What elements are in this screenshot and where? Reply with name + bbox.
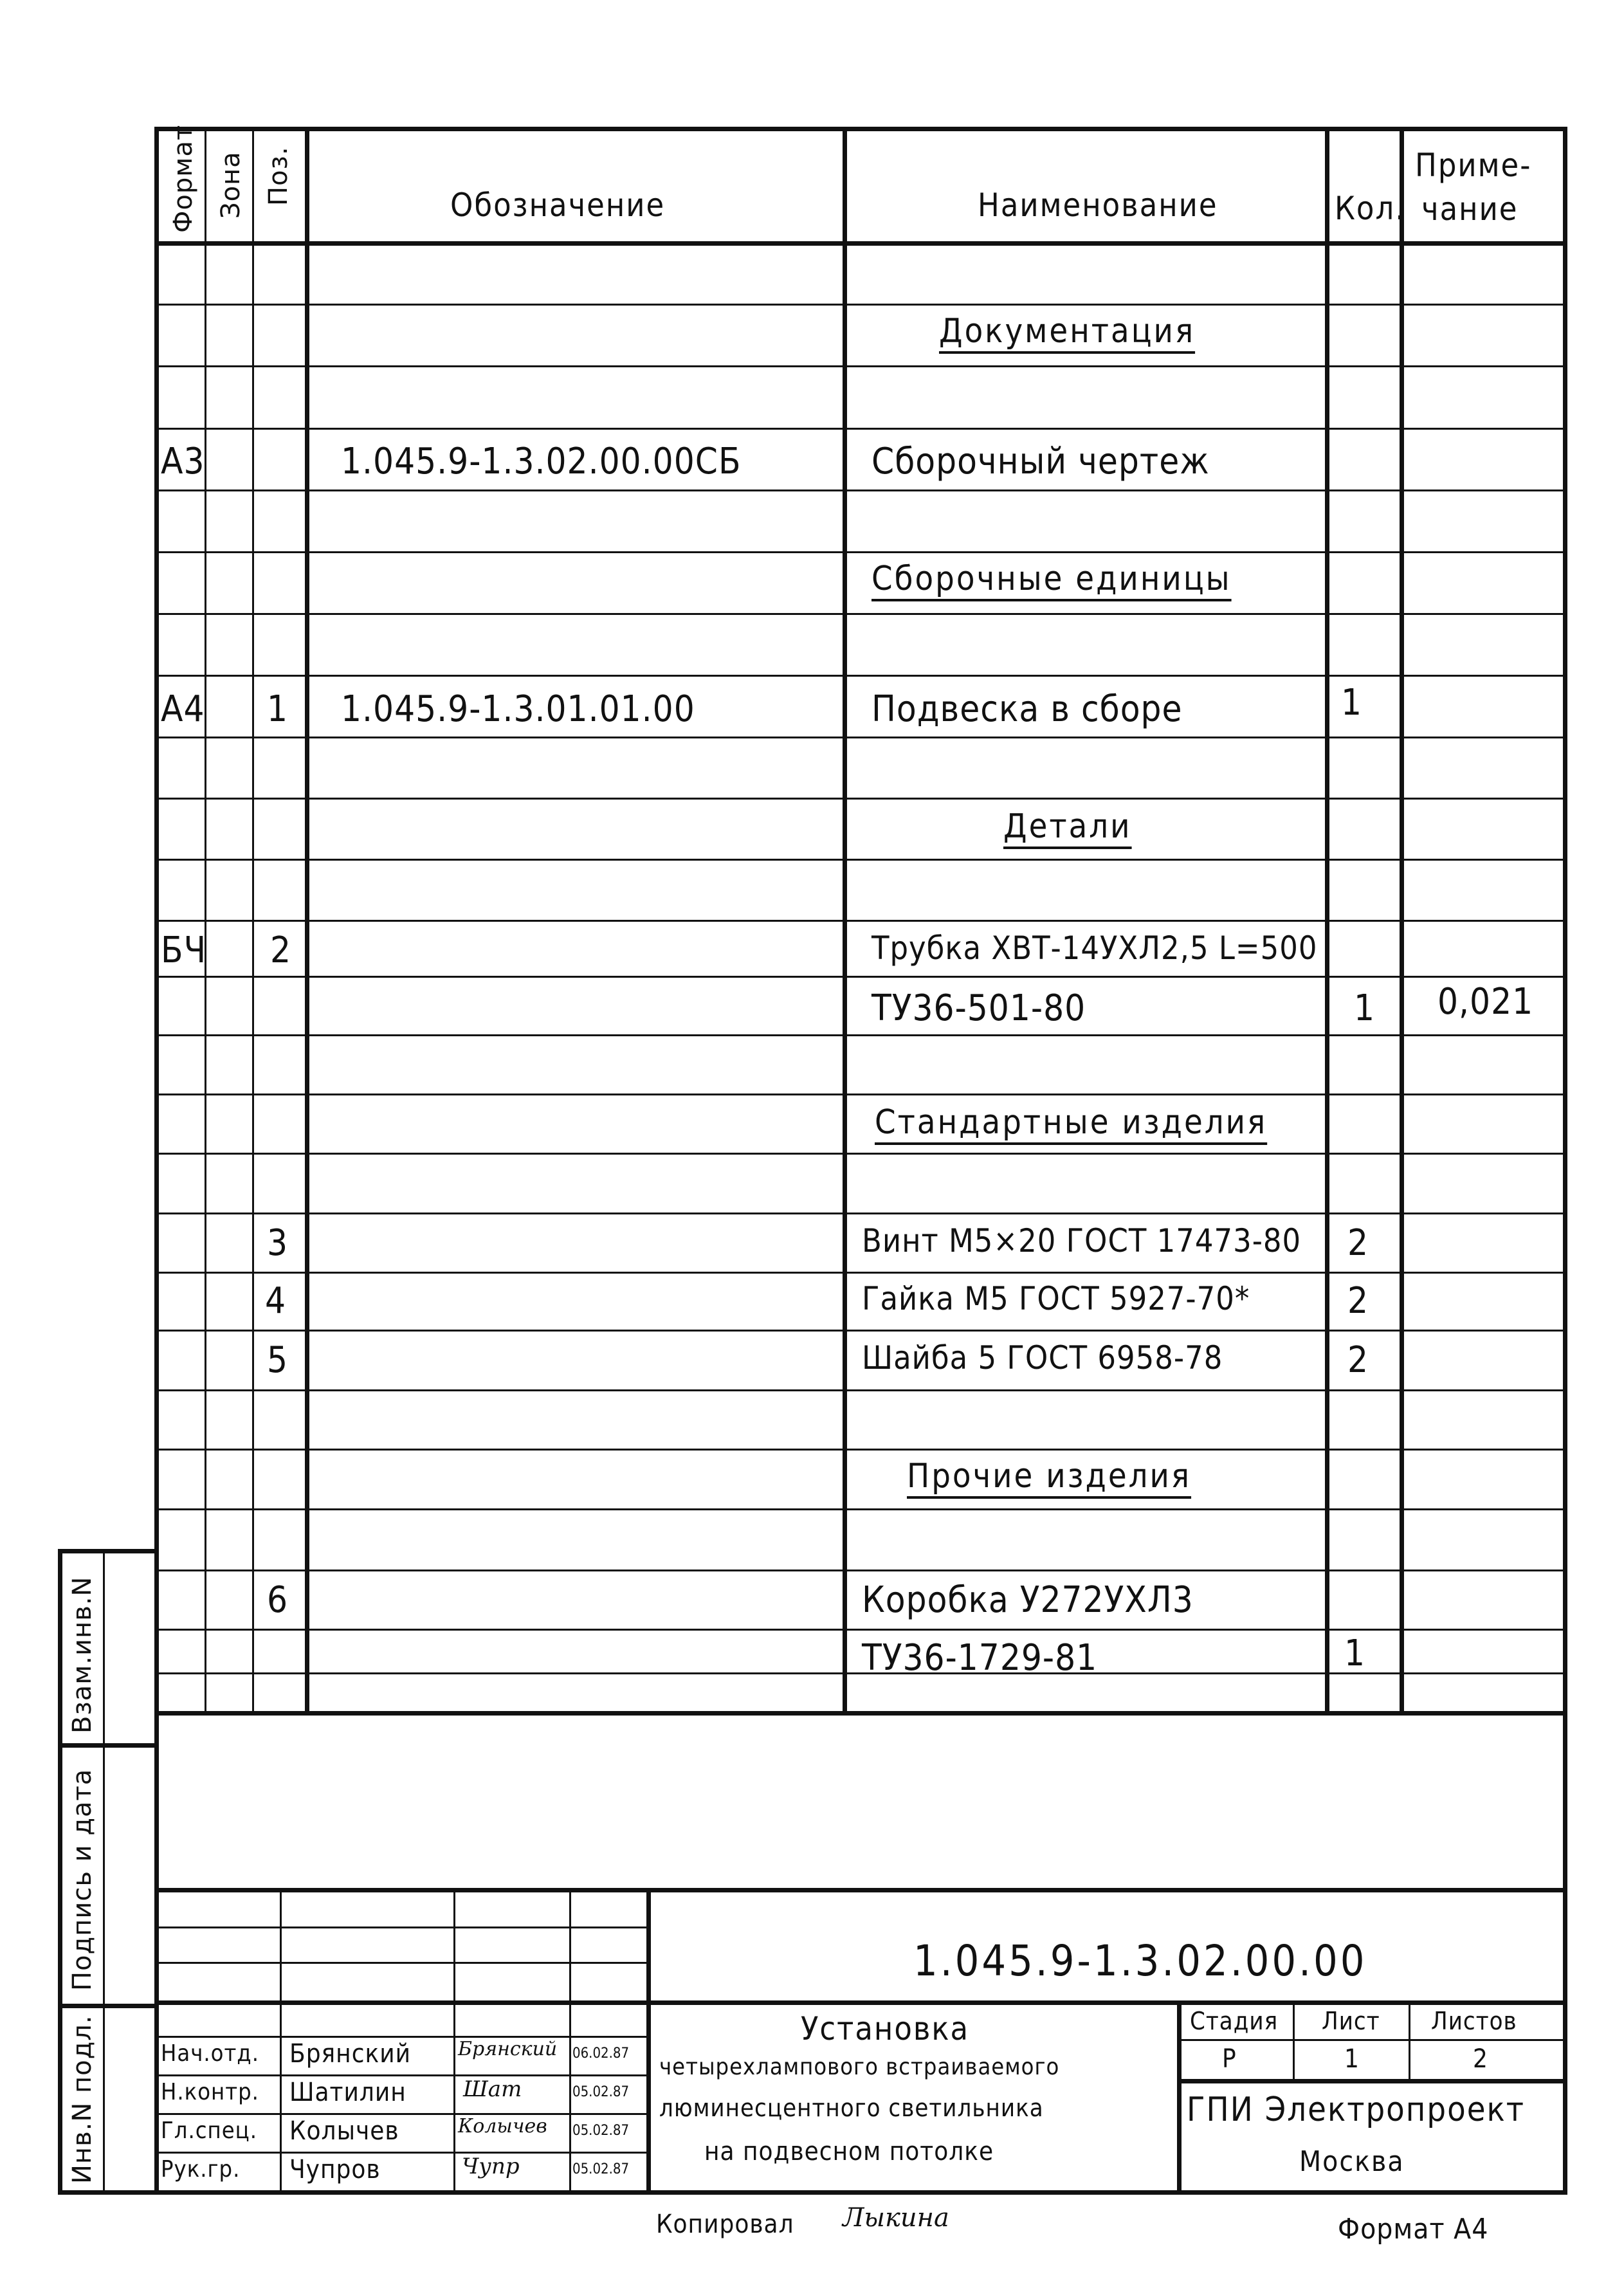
stamp-stage-line [1177,2039,1563,2041]
row-line [159,798,1563,800]
row4-pos: 3 [267,1222,289,1264]
title-line-3: люминесцентного светильника [659,2094,1044,2122]
sheet-value: 1 [1344,2044,1360,2074]
date-2: 05.02.87 [572,2084,630,2100]
frame-top [159,127,1567,131]
row-line [159,1570,1563,1571]
role-2: Н.контр. [161,2079,259,2105]
title-line-1: Установка [801,2010,970,2047]
side-strip-divider [103,1549,105,2192]
row1-name: Сборочный чертеж [871,441,1210,482]
row-line [159,675,1563,677]
row-line [159,428,1563,430]
stamp-stage-col [1177,2000,1182,2190]
role-1: Нач.отд. [161,2040,259,2067]
stage-value: Р [1222,2044,1237,2074]
section-standard-items: Стандартные изделия [875,1103,1268,1142]
row6-name: Шайба 5 ГОСТ 6958-78 [862,1339,1223,1377]
stage-label: Стадия [1190,2007,1279,2035]
title-line-2: четырехлампового встраиваемого [659,2054,1060,2080]
row3b-name: ТУ36-501-80 [871,987,1086,1029]
row2-format: А4 [161,688,205,730]
side-sign-date: Подпись и дата [68,1768,97,1991]
row-line [159,365,1563,367]
row3-name: Трубка ХВТ-14УХЛ2,5 L=500 [871,929,1318,967]
stamp-line [159,2113,648,2115]
row-line [159,1449,1563,1451]
row2-qty: 1 [1341,682,1363,724]
side-strip-sep [58,1743,159,1748]
doc-code: 1.045.9-1.3.02.00.00 [913,1936,1367,1986]
row3b-qty: 1 [1354,987,1376,1029]
stamp-line [159,2036,648,2038]
stamp-top [159,1888,1567,1892]
stamp-stage-bottom [1177,2079,1567,2083]
table-end-line [159,1711,1567,1716]
header-designation: Обозначение [450,187,666,224]
row-line [159,920,1563,922]
row7b-name: ТУ36-1729-81 [862,1637,1098,1679]
frame-bottom [58,2190,1567,2195]
row2-name: Подвеска в сборе [871,688,1183,730]
row-line [159,613,1563,615]
signature-4: Чупр [462,2154,520,2179]
row5-qty: 2 [1347,1280,1369,1322]
copied-signature: Лыкина [843,2203,949,2233]
row2-pos: 1 [267,688,289,730]
org-line-2: Москва [1299,2145,1405,2178]
side-inv-orig: Инв.N подл. [68,2015,97,2184]
row-line [159,1389,1563,1391]
header-pos: Поз. [264,146,293,206]
name-4: Чупров [289,2155,381,2184]
row-line [159,976,1563,978]
date-3: 05.02.87 [572,2123,630,2139]
signature-1: Брянский [458,2038,558,2060]
row3-pos: 2 [270,929,292,971]
header-bottom-line [159,241,1567,246]
stamp-line [159,1927,648,1928]
stamp-col-main [646,1888,651,2190]
signature-2: Шат [463,2076,522,2102]
row3-format: БЧ [161,929,207,971]
side-inv-replace: Взам.инв.N [68,1576,97,1734]
row5-pos: 4 [265,1280,287,1322]
row-line [159,551,1563,553]
row1-format: А3 [161,441,205,482]
name-2: Шатилин [289,2078,406,2107]
row-line [159,304,1563,306]
section-documentation: Документация [939,312,1196,351]
row-line [159,1330,1563,1332]
side-strip-sep [58,2004,159,2008]
section-other-items: Прочие изделия [907,1457,1192,1496]
signature-3: Колычев [458,2115,547,2137]
side-strip-left [58,1549,62,2195]
row4-name: Винт М5×20 ГОСТ 17473-80 [862,1222,1302,1259]
header-qty: Кол. [1335,190,1406,227]
stamp-col [569,1888,571,2190]
stamp-line [159,1962,648,1964]
stamp-col [280,1888,282,2190]
header-note-1: Приме- [1415,147,1532,184]
stamp-line [159,2152,648,2154]
frame-left [154,127,159,2195]
row6-qty: 2 [1347,1339,1369,1381]
row2-designation: 1.045.9-1.3.01.01.00 [341,688,695,730]
row-line [159,1153,1563,1155]
row-line [159,490,1563,491]
title-line-4: на подвесном потолке [704,2137,994,2166]
format-label: Формат А4 [1338,2213,1489,2246]
header-zone: Зона [216,151,246,219]
stamp-line [159,2074,648,2076]
section-assembly-units: Сборочные единицы [871,560,1232,598]
date-1: 06.02.87 [572,2046,630,2062]
row-line [159,1272,1563,1274]
row7b-qty: 1 [1344,1633,1366,1674]
header-name: Наименование [978,187,1218,224]
row5-name: Гайка М5 ГОСТ 5927-70* [862,1280,1250,1317]
frame-right [1563,127,1567,2195]
copied-label: Копировал [656,2210,794,2239]
sheet-label: Лист [1322,2007,1380,2035]
stamp-line-main [159,2000,1567,2005]
stamp-col [453,1888,455,2190]
sheets-label: Листов [1431,2007,1517,2035]
name-1: Брянский [289,2039,411,2069]
row6-pos: 5 [267,1339,289,1381]
row-line [159,1213,1563,1214]
role-4: Рук.гр. [161,2156,241,2183]
header-note-2: чание [1421,190,1519,228]
header-format: Формат [169,124,198,233]
row7-name: Коробка У272УХЛ3 [862,1579,1194,1621]
org-line-1: ГПИ Электропроект [1187,2091,1525,2129]
row4-qty: 2 [1347,1222,1369,1264]
date-4: 05.02.87 [572,2161,630,2177]
row-line [159,859,1563,861]
row1-designation: 1.045.9-1.3.02.00.00СБ [341,441,742,482]
name-3: Колычев [289,2116,399,2146]
role-3: Гл.спец. [161,2118,257,2144]
section-parts: Детали [1003,807,1132,846]
row-line [159,1094,1563,1095]
row3b-note: 0,021 [1437,981,1534,1023]
sheets-value: 2 [1473,2044,1488,2074]
row-line [159,1629,1563,1631]
row-line [159,1508,1563,1510]
side-strip-top [58,1549,159,1553]
row-line [159,737,1563,738]
row7-pos: 6 [267,1579,289,1621]
row-line [159,1034,1563,1036]
